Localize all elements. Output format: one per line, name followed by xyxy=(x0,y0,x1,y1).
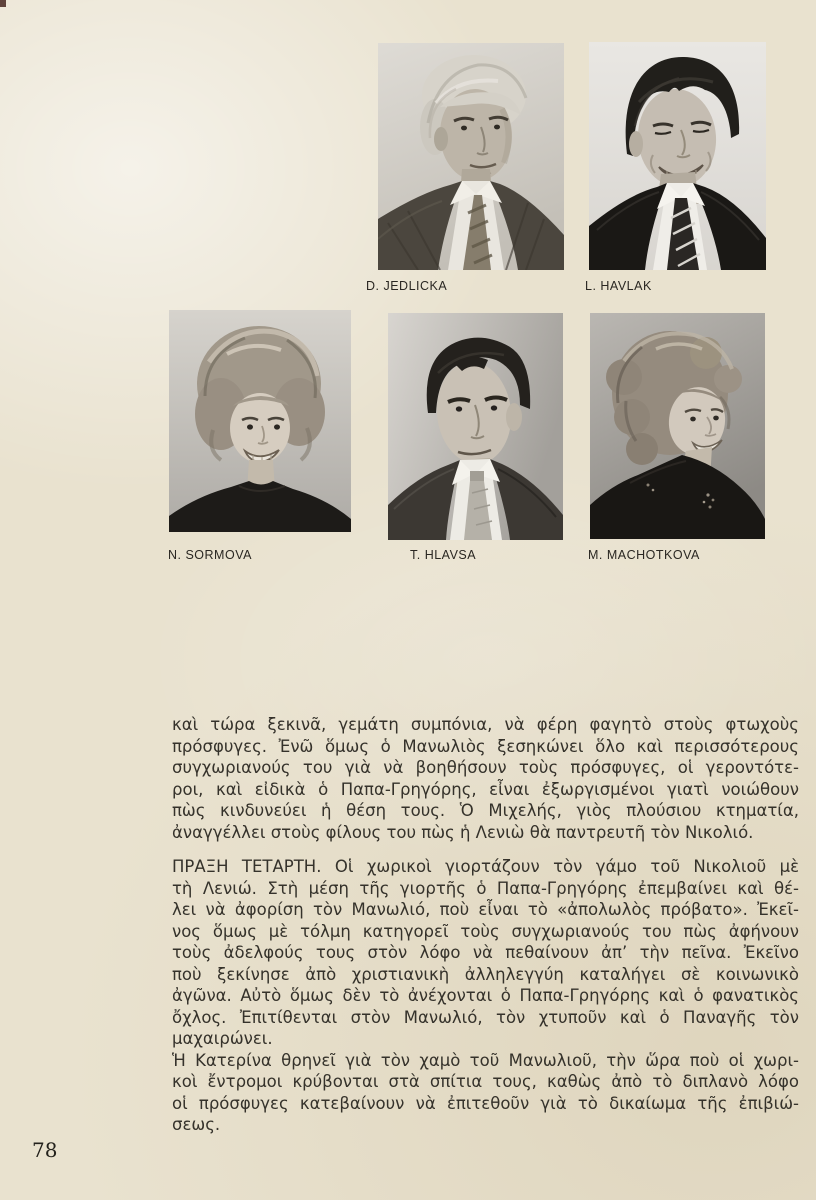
portrait-jedlicka-image xyxy=(378,43,564,270)
synopsis-line: καὶ τώρα ξεκινᾶ, γεμάτη συμπόνια, νὰ φέρη φαγητὸ στοὺς φτωχοὺς xyxy=(172,715,799,734)
synopsis-line: μαχαιρώνει. xyxy=(172,1029,273,1048)
photo-caption-havlak: L. HAVLAK xyxy=(585,279,652,293)
photo-caption-jedlicka: D. JEDLICKA xyxy=(366,279,448,293)
photo-sormova xyxy=(168,310,351,562)
synopsis-line: ποὺ ξεκίνησε ἀπὸ χριστιανικὴ ἀλληλεγγύη καταλήγει σὲ κοινωνικὸ xyxy=(172,964,799,984)
synopsis-paragraph-2 xyxy=(172,856,799,1050)
synopsis-line: κοὶ ἔντρομοι κρύβονται στὰ σπίτια τους, καθὼς ἀπὸ τὸ διπλανὸ λόφο xyxy=(172,1072,799,1091)
photo-havlak xyxy=(585,42,766,293)
synopsis-line: ΠΡΑΞΗ ΤΕΤΑΡΤΗ. Οἱ χωρικοὶ γιορτάζουν τὸν γάμο τοῦ Νικολιοῦ μὲ xyxy=(172,857,799,876)
synopsis-line: πὼς κινδυνεύει ἡ θέση τους. Ὁ Μιχελής, γιὸς πλούσιου κτηματία, xyxy=(172,801,799,820)
synopsis-line: οἱ πρόσφυγες κατεβαίνουν νὰ ἐπιτεθοῦν γιὰ τὸ δικαίωμα τῆς ἐπιβιώ- xyxy=(172,1093,799,1113)
synopsis-paragraph-3 xyxy=(172,1050,799,1136)
synopsis-line: νος ὅμως μὲ τόλμη κατηγορεῖ τοὺς συγχωριανούς του πὼς ἀφήνουν xyxy=(172,921,799,941)
portrait-havlak-image xyxy=(589,42,766,270)
synopsis-line: τὴ Λενιώ. Στὴ μέση τῆς γιορτῆς ὁ Παπα-Γρηγόρης ἐπεμβαίνει καὶ θέ- xyxy=(172,878,799,898)
photo-machotkova xyxy=(588,313,765,562)
page-number: 78 xyxy=(32,1138,58,1162)
photo-caption-sormova: N. SORMOVA xyxy=(168,548,252,562)
synopsis-line: συγχωριανούς του γιὰ νὰ βοηθήσουν τοὺς πρόσφυγες, οἱ γεροντότε- xyxy=(172,758,799,777)
synopsis-line: ροι, καὶ εἰδικὰ ὁ Παπα-Γρηγόρης, εἶναι ἐξωργισμένοι γιατὶ νοιώθουν xyxy=(172,779,799,799)
synopsis-line: ἀγῶνα. Αὐτὸ ὅμως δὲν τὸ ἀνέχονται ὁ Παπα-Γρηγόρης καὶ ὁ φανατικὸς xyxy=(172,986,799,1005)
synopsis-paragraph-1 xyxy=(172,714,799,843)
photo-caption-machotkova: M. MACHOTKOVA xyxy=(588,548,700,562)
synopsis-line: ἀναγγέλλει στοὺς φίλους του πὼς ἡ Λενιὼ θὰ παντρευτῆ τὸν Νικολιό. xyxy=(172,822,754,842)
photo-jedlicka xyxy=(366,43,564,293)
synopsis-line: σεως. xyxy=(172,1115,221,1134)
photo-hlavsa xyxy=(388,313,563,562)
synopsis-text xyxy=(172,714,799,1136)
portrait-machotkova-image xyxy=(590,313,765,539)
portrait-hlavsa-image xyxy=(388,313,563,540)
portrait-sormova-image xyxy=(169,310,351,532)
scan-corner-mark xyxy=(0,0,6,7)
synopsis-line: ὄχλος. Ἐπιτίθενται στὸν Μανωλιό, τὸν χτυποῦν καὶ ὁ Παναγῆς τὸν xyxy=(172,1007,799,1027)
synopsis-line: τοὺς ἀδελφούς τους στὸν λόφο νὰ πεθαίνουν ἀπ’ τὴν πεῖνα. Ἐκεῖνο xyxy=(172,943,799,962)
synopsis-line: πρόσφυγες. Ἐνῶ ὅμως ὁ Μανωλιὸς ξεσηκώνει ὅλο καὶ περισσότερους xyxy=(172,736,799,756)
synopsis-line: λει νὰ ἀφορίση τὸν Μανωλιό, ποὺ εἶναι τὸ «ἀπολωλὸς πρόβατο». Ἐκεῖ- xyxy=(172,900,799,919)
synopsis-line: Ἡ Κατερίνα θρηνεῖ γιὰ τὸν χαμὸ τοῦ Μανωλιοῦ, τὴν ὥρα ποὺ οἱ χωρι- xyxy=(172,1050,799,1070)
photo-caption-hlavsa: T. HLAVSA xyxy=(410,548,477,562)
